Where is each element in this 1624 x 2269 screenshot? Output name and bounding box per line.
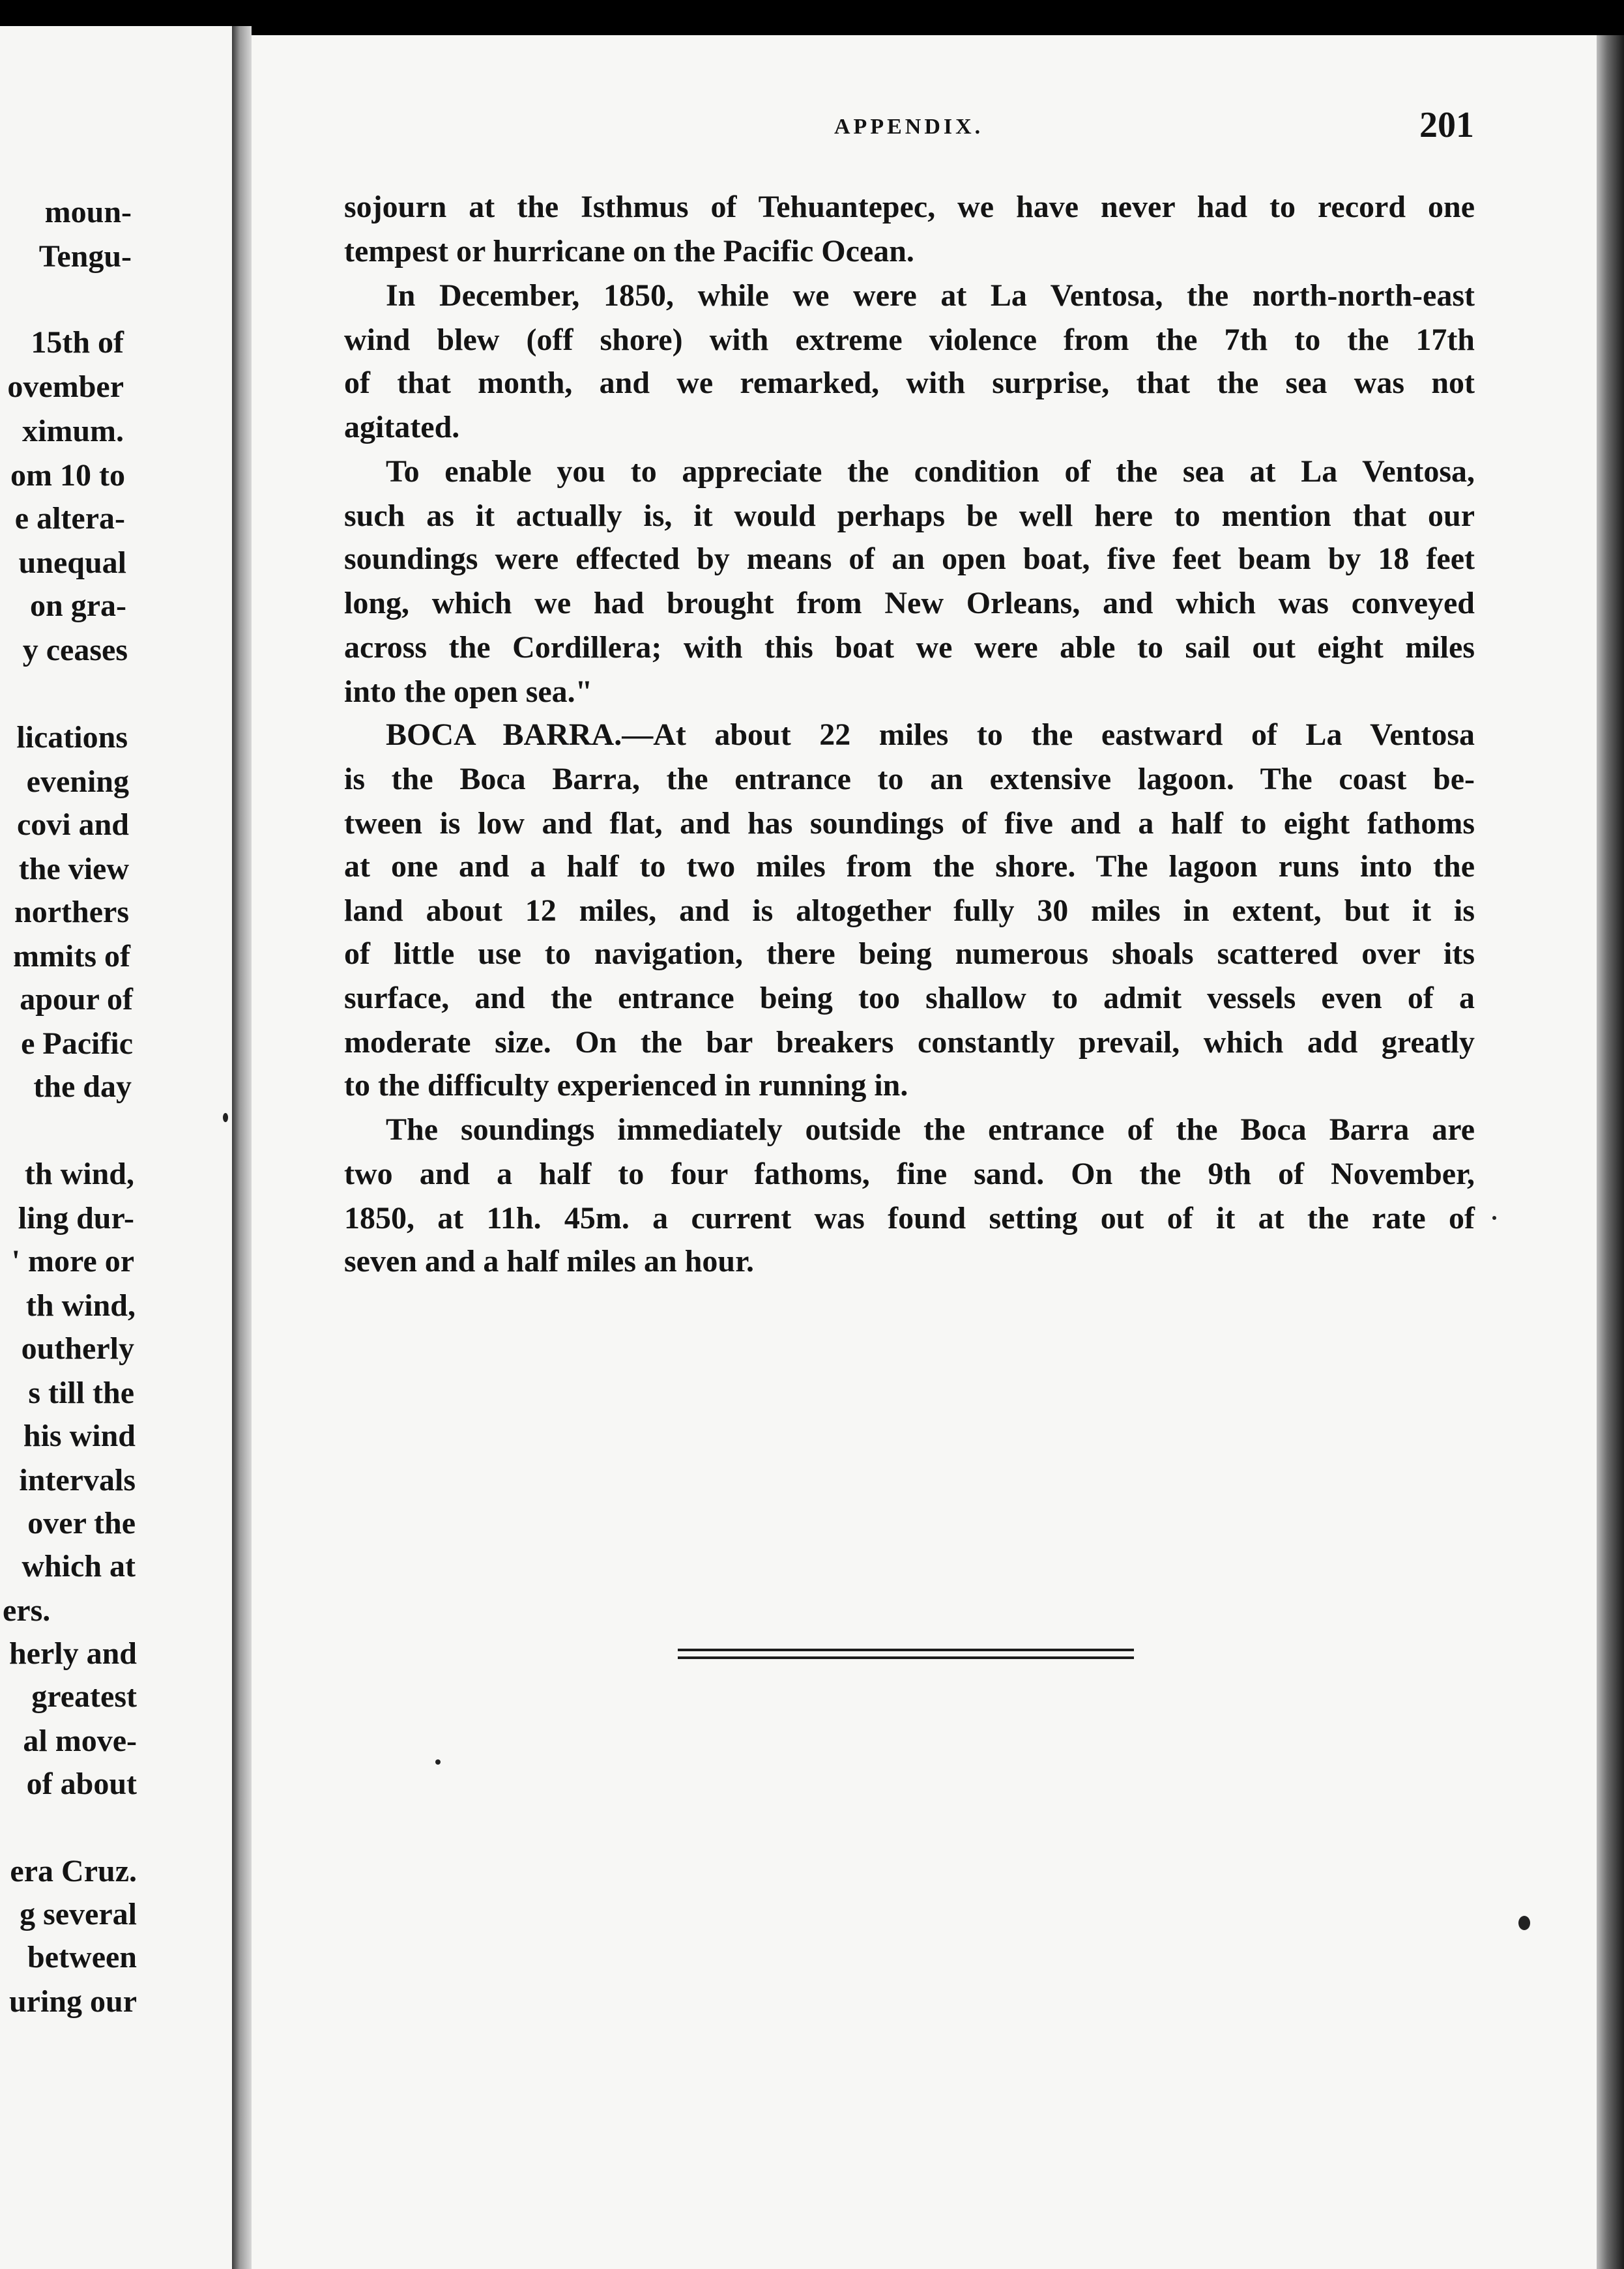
page-number: 201: [1419, 105, 1474, 145]
left-fragment: ' more or: [11, 1244, 134, 1279]
text-line: at one and a half to two miles from the shore. The lagoon runs into the: [344, 849, 1475, 884]
left-fragment: the day: [33, 1069, 132, 1104]
text-line: such as it actually is, it would perhaps be well here to mention that our: [344, 499, 1475, 533]
left-fragment: e Pacific: [21, 1026, 133, 1061]
ink-speck: [1492, 1216, 1496, 1220]
text-line: wind blew (off shore) with extreme violence from the 7th to the 17th: [344, 323, 1475, 357]
text-line: sojourn at the Isthmus of Tehuantepec, we have never had to record one: [344, 190, 1475, 224]
text-line: two and a half to four fathoms, fine sand. On the 9th of November,: [344, 1157, 1475, 1191]
page-edge-shadow: [1597, 35, 1624, 2269]
left-fragment: e altera-: [14, 501, 125, 536]
text-line: surface, and the entrance being too shallow to admit vessels even of a: [344, 981, 1475, 1015]
left-fragment: al move-: [23, 1724, 137, 1758]
left-fragment: lications: [16, 720, 128, 755]
left-fragment: 15th of: [31, 325, 124, 360]
left-fragment: herly and: [8, 1636, 137, 1671]
text-line: To enable you to appreciate the condition of the sea at La Ventosa,: [386, 454, 1475, 489]
text-line: of little use to navigation, there being numerous shoals scattered over its: [344, 936, 1475, 971]
text-line: into the open sea.": [344, 674, 593, 709]
text-line: In December, 1850, while we were at La Ventosa, the north-north-east: [386, 278, 1475, 313]
left-fragment: Tengu-: [38, 239, 132, 274]
section-divider-rule: [678, 1649, 1134, 1651]
left-fragment: unequal: [18, 545, 126, 580]
text-line: seven and a half miles an hour.: [344, 1244, 755, 1279]
text-line: The soundings immediately outside the entrance of the Boca Barra are: [386, 1112, 1475, 1147]
left-fragment: ling dur-: [18, 1201, 134, 1236]
text-line: long, which we had brought from New Orleans, and which was conveyed: [344, 586, 1475, 620]
left-fragment: ers.: [3, 1593, 51, 1628]
text-line: 1850, at 11h. 45m. a current was found setting out of it at the rate of: [344, 1201, 1475, 1236]
left-page-text: [0, 26, 232, 2269]
left-fragment: era Cruz.: [10, 1854, 137, 1888]
left-fragment: between: [27, 1940, 137, 1974]
text-line: BOCA BARRA.—At about 22 miles to the eastward of La Ventosa: [386, 717, 1475, 752]
text-line: tween is low and flat, and has soundings of five and a half to eight fathoms: [344, 806, 1475, 841]
left-fragment: over the: [27, 1506, 136, 1540]
ink-speck: [223, 1113, 228, 1122]
left-fragment: ximum.: [22, 414, 124, 448]
left-fragment: mmits of: [13, 939, 130, 974]
running-head: APPENDIX.: [834, 115, 984, 139]
left-fragment: evening: [26, 764, 129, 799]
left-page: [0, 26, 232, 2269]
section-divider-rule: [678, 1656, 1134, 1659]
left-fragment: northers: [14, 895, 129, 929]
text-line: to the difficulty experienced in running in.: [344, 1068, 908, 1103]
left-fragment: greatest: [31, 1679, 137, 1714]
left-fragment: of about: [26, 1767, 137, 1801]
text-line: land about 12 miles, and is altogether fully 30 miles in extent, but it is: [344, 893, 1475, 928]
left-fragment: y ceases: [22, 633, 128, 667]
left-fragment: om 10 to: [10, 458, 125, 493]
left-fragment: ovember: [7, 369, 124, 404]
left-fragment: outherly: [21, 1331, 134, 1366]
left-fragment: intervals: [19, 1463, 136, 1497]
left-fragment: uring our: [8, 1984, 137, 2019]
text-line: moderate size. On the bar breakers constantly prevail, which add greatly: [344, 1025, 1475, 1060]
text-line: is the Boca Barra, the entrance to an extensive lagoon. The coast be-: [344, 762, 1475, 796]
text-line: tempest or hurricane on the Pacific Ocean.: [344, 234, 914, 268]
left-fragment: his wind: [23, 1419, 136, 1453]
left-fragment: th wind,: [24, 1157, 134, 1191]
left-fragment: on gra-: [30, 588, 126, 623]
book-gutter: [232, 26, 252, 2269]
left-fragment: apour of: [20, 982, 133, 1017]
left-fragment: g several: [20, 1897, 137, 1931]
left-fragment: th wind,: [25, 1288, 136, 1323]
left-fragment: covi and: [16, 807, 129, 842]
text-line: of that month, and we remarked, with surprise, that the sea was not: [344, 366, 1475, 400]
left-fragment: which at: [22, 1549, 136, 1583]
text-line: agitated.: [344, 410, 460, 444]
text-line: soundings were effected by means of an open boat, five feet beam by 18 feet: [344, 542, 1475, 576]
left-fragment: moun-: [44, 195, 132, 229]
left-fragment: s till the: [28, 1376, 134, 1410]
text-line: across the Cordillera; with this boat we were able to sail out eight miles: [344, 630, 1475, 665]
ink-speck: [435, 1759, 441, 1765]
ink-speck: [1518, 1916, 1530, 1930]
left-fragment: the view: [18, 852, 129, 886]
